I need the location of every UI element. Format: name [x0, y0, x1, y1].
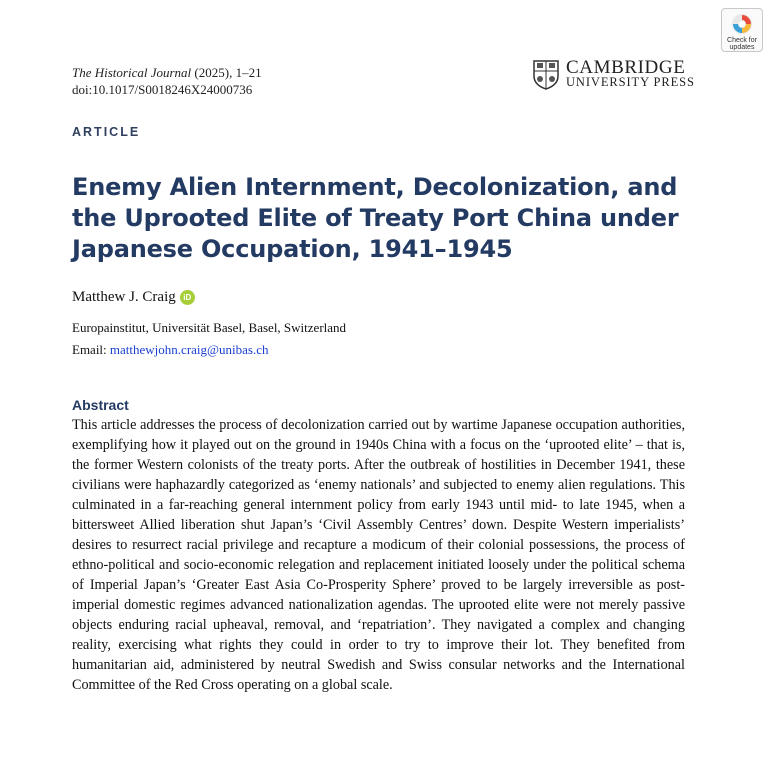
journal-citation [72, 64, 262, 98]
article-type: ARTICLE [72, 125, 141, 139]
orcid-icon[interactable]: iD [180, 290, 195, 305]
check-for-updates-icon [731, 13, 753, 35]
journal-issue: (2025), 1–21 [191, 65, 262, 80]
journal-name: The Historical Journal [72, 65, 192, 80]
author [72, 289, 195, 306]
cambridge-logo [533, 57, 695, 90]
cambridge-shield-icon [533, 60, 559, 90]
publisher-name-line2: UNIVERSITY PRESS [566, 75, 695, 89]
publisher-name-line1: CAMBRIDGE [566, 57, 686, 78]
doi[interactable]: doi:10.1017/S0018246X24000736 [72, 82, 253, 97]
email-line [72, 342, 268, 358]
article-title: Enemy Alien Internment, Decolonization, and the Uprooted Elite of Treaty Port China under Japanese Occupation, 1941–1945 [72, 173, 679, 263]
affiliation: Europainstitut, Universität Basel, Basel, Switzerland [72, 320, 347, 335]
email-link[interactable]: matthewjohn.craig@unibas.ch [109, 342, 269, 357]
check-for-updates-label: Check for updates [727, 37, 757, 51]
author-name[interactable]: Matthew J. Craig [72, 289, 176, 305]
email-label: Email: [72, 342, 110, 357]
abstract-text: This article addresses the process of decolonization carried out by wartime Japanese occupation authorities, exemplifying how it played out on the ground in 1940s China with a focus on the ‘uprooted elite’ – that is, the former Western colonists of the treaty ports. After the outbreak of hostilities in December 1941, these civilians were haphazardly categorized as ‘enemy nationals’ and subjected to enemy alien regulations. This culminated in a far-reaching general internment policy from early 1943 until mid- to late 1945, when a bittersweet Allied liberation shut Japan’s ‘Civil Assembly Centres’ down. Despite Western imperialists’ desires to resurrect racial privilege and recapture a modicum of their colonial possessions, the process of ethno-political and socio-economic relegation and replacement initiated loosely under the political schema of Imperial Japan’s ‘Greater East Asia Co-Prosperity Sphere’ proved to be largely irreversible as post-imperial domestic regimes advanced nationalization agendas. The uprooted elite were not merely passive objects enduring racial upheaval, removal, and ‘repatriation’. They navigated a complex and changing reality, exercising what rights they could in order to try to improve their lot. They benefited from humanitarian aid, administered by neutral Swedish and Swiss consular networks and the International Committee of the Red Cross operating on a global scale. [72, 417, 685, 693]
check-for-updates-badge[interactable] [721, 8, 763, 52]
abstract-heading: Abstract [72, 397, 129, 413]
